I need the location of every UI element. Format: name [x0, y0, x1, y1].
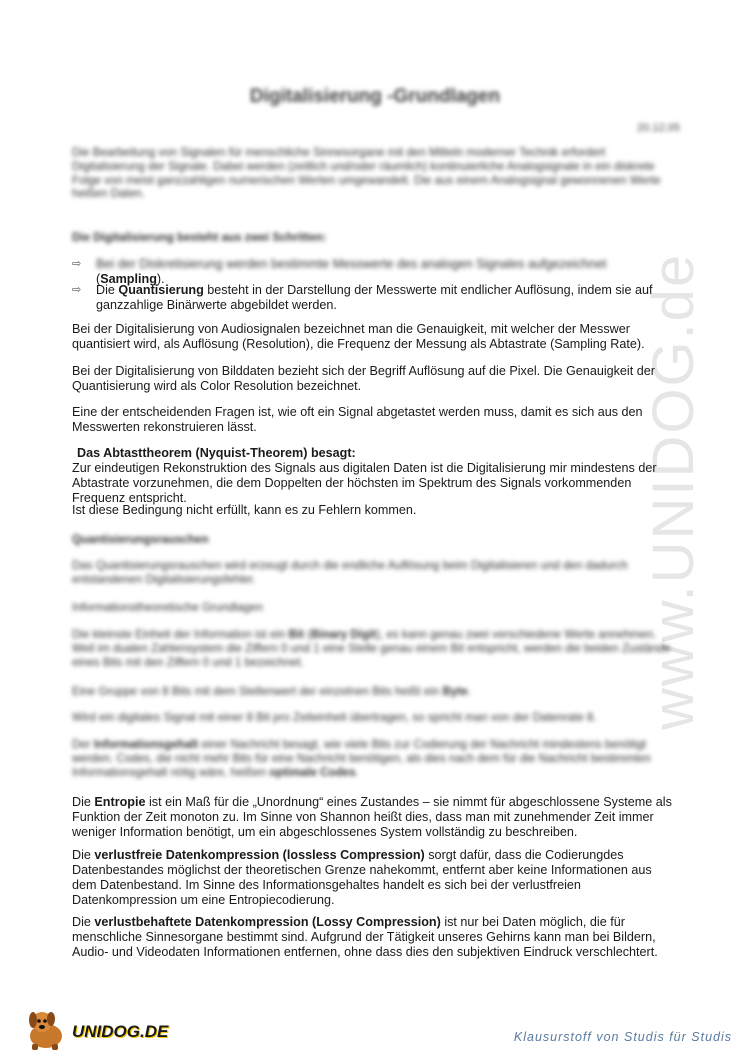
optimale-codes-term: optimale Codes	[269, 765, 356, 779]
nyquist-heading: Das Abtasttheorem (Nyquist-Theorem) besagt:	[77, 446, 356, 460]
entropie-term: Entropie	[94, 795, 146, 809]
byte-term: Byte	[442, 685, 468, 698]
question-paragraph: Eine der entscheidenden Fragen ist, wie oft ein Signal abgetastet werden muss, damit es sich aus den Messwerten rekonstruieren lässt.	[72, 405, 643, 434]
entropie-paragraph: Die Entropie ist ein Maß für die „Unordnung“ eines Zustandes – sie nimmt für abgeschlossene Systeme als Funktion der Zeit monoton zu. Im Sinne von Shannon heißt dies, dass man mit zunehmender Zeit immer weniger Information benötigt, um ein abgeschlossenes System vollständig zu beschreiben.	[72, 795, 672, 839]
quantisierung-term: Quantisierung	[118, 283, 204, 297]
logo-text: UNIDOG.DE	[72, 1022, 169, 1041]
bullet-sampling-text: Bei der Diskretisierung werden bestimmte Messwerte des analogen Signales aufgezeichnet	[96, 257, 607, 271]
info-heading: Informationstheoretische Grundlagen	[72, 601, 263, 614]
dog-icon	[22, 1008, 70, 1052]
intro-text: Die Bearbeitung von Signalen für menschliche Sinnesorgane mit den Mitteln moderner Technik erfordert Digitalisierung der Signale. Dabei werden (zeitlich und/oder räumlich) kontinuierliche Analogsignale in ein diskrete Folge von meist ganzzahligen numerischen Werten umgewandelt. Die aus einem Analogsignal gewonnenen Werte heißen Daten.	[72, 146, 661, 201]
byte-paragraph: Eine Gruppe von 8 Bits mit dem Stellenwert der einzelnen Bits heißt ein Byte.	[72, 685, 471, 698]
bullet-sampling-tail: (Sampling).	[96, 272, 165, 286]
sampling-term: Sampling	[100, 272, 157, 286]
infogehalt-paragraph: Der Informationsgehalt einer Nachricht besagt, wie viele Bits zur Codierung der Nachricht mindestens benötigt werden. Codes, die nicht mehr Bits für eine Nachricht benötigen, als dies nach dem für die Nachricht bestimmten Informationsgehalt nötig wäre, heißen optimale Codes.	[72, 738, 651, 779]
infogehalt-term: Informationsgehalt	[93, 738, 199, 751]
lossy-paragraph: Die verlustbehaftete Datenkompression (Lossy Compression) ist nur bei Daten möglich, die für menschliche Sinnesorgane bestimmt sind. Aufgrund der Tätigkeit unseres Gehirns kann man bei Bildern, Audio- und Videodaten Informationen entfernen, ohne dass dies den subjektiven Eindruck verschlechtert.	[72, 915, 658, 959]
nyquist-text: Zur eindeutigen Rekonstruktion des Signals aus digitalen Daten ist die Digitalisierung mir mindestens der Abtastrate vorzunehmen, die dem Doppelten der höchsten im Spektrum des Signals vorkommenden Frequenz entspricht.	[72, 461, 657, 505]
datarate-paragraph: Wird ein digitales Signal mit einer 8 Bit pro Zeiteinheit übertragen, so spricht man von der Datenrate 8.	[72, 711, 597, 724]
lossless-paragraph: Die verlustfreie Datenkompression (lossless Compression) sorgt dafür, dass die Codierungdes Datenbestandes möglichst der theoretischen Grenze nahekommt, entfernt aber keine Informationen aus dem Datenbestand. Im Sinne des Informationsgehaltes handelt es sich bei der verlustfreien Datenkompression um eine Entropiecodierung.	[72, 848, 652, 907]
unidog-logo[interactable]	[22, 1008, 169, 1052]
bit-term: Bit	[288, 628, 304, 641]
lossless-term: verlustfreie Datenkompression (lossless Compression)	[94, 848, 425, 862]
bullet-arrow-icon: ⇨	[72, 258, 82, 270]
lossy-term: verlustbehaftete Datenkompression (Lossy Compression)	[94, 915, 441, 929]
footer-slogan: Klausurstoff von Studis für Studis	[513, 1030, 732, 1044]
intro-paragraph	[72, 146, 676, 201]
nyquist-note: Ist diese Bedingung nicht erfüllt, kann es zu Fehlern kommen.	[72, 503, 417, 517]
binary-digit-term: Binary Digit	[311, 628, 377, 641]
audio-paragraph: Bei der Digitalisierung von Audiosignalen bezeichnet man die Genauigkeit, mit welcher der Messwer quantisiert wird, als Auflösung (Resolution), die Frequenz der Messung als Abtastrate (Sampling Rate).	[72, 322, 645, 351]
bullet-quantisierung-text: Die Quantisierung besteht in der Darstellung der Messwerte mit endlicher Auflösung, indem sie auf ganzzahlige Binärwerte abgebildet werden.	[96, 283, 653, 312]
steps-heading: Die Digitalisierung besteht aus zwei Schritten:	[72, 231, 327, 244]
bullet-quantisierung	[72, 283, 682, 313]
bullet-arrow-icon: ⇨	[72, 284, 82, 296]
quant-heading: Quantisierungsrauschen	[72, 533, 209, 546]
document-date: 20.12.05	[637, 122, 680, 134]
page-title: Digitalisierung -Grundlagen	[249, 86, 501, 107]
bit-paragraph: Die kleinste Einheit der Information ist ein Bit (Binary Digit), es kann genau zwei verschiedene Werte annehmen. Weil im dualen Zahlensystem die Ziffern 0 und 1 eine Stelle genau einem Bit entspricht, werden die beiden Zustände eines Bits mit den Ziffern 0 und 1 bezeichnet.	[72, 628, 671, 669]
image-paragraph: Bei der Digitalisierung von Bilddaten bezieht sich der Begriff Auflösung auf die Pixel. Die Genauigkeit der Quantisierung wird als Color Resolution bezeichnet.	[72, 364, 655, 393]
quant-text: Das Quantisierungsrauschen wird erzeugt durch die endliche Auflösung beim Digitalisieren und den dadurch entstandenen Digitalisierungsfehler.	[72, 559, 628, 586]
watermark-text: www.UNIDOG.de	[641, 252, 706, 730]
